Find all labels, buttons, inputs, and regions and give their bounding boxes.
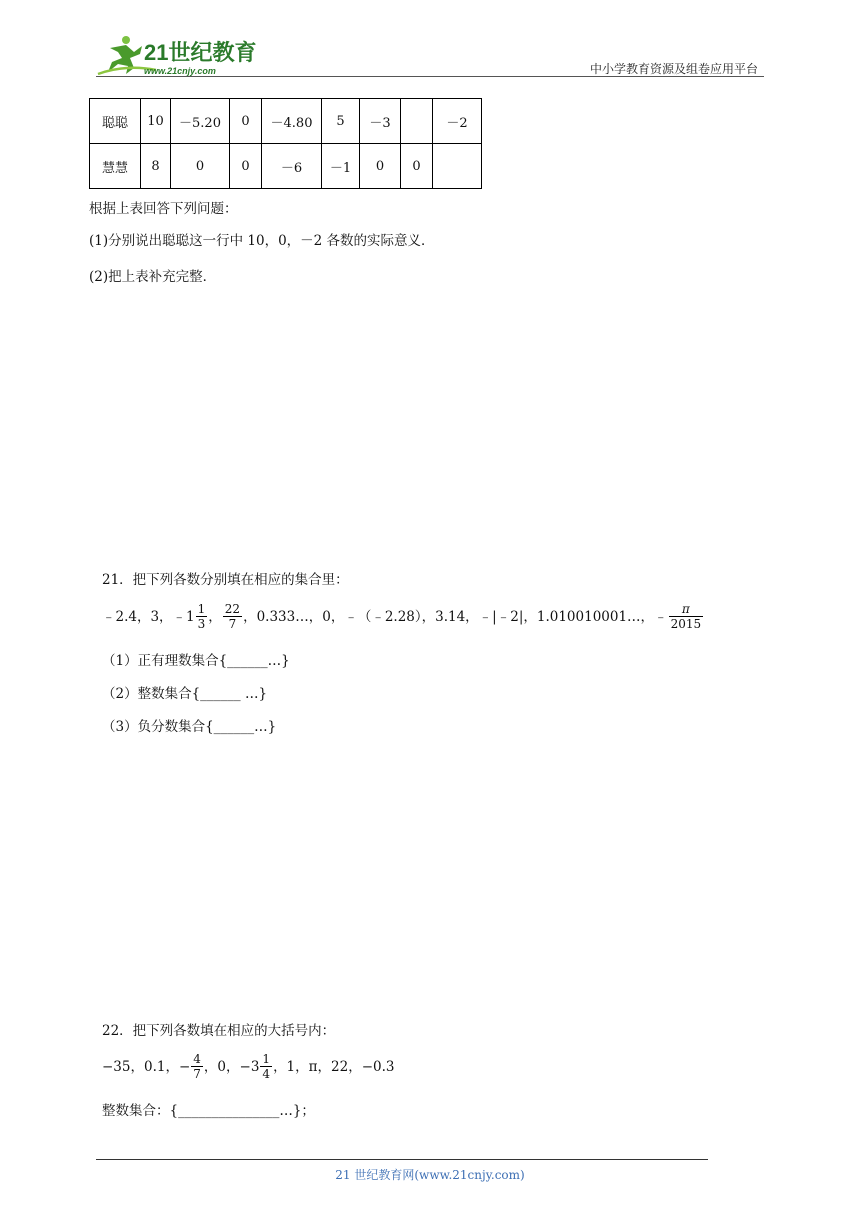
table-cell [433, 144, 482, 189]
table-row [90, 99, 482, 144]
q21-set-integer: （2）整数集合{______ …} [102, 686, 268, 702]
q22-numbers-part: −35，0.1，− [102, 1058, 191, 1075]
q21-numbers-part: ， [208, 608, 222, 625]
q22-numbers [102, 1052, 394, 1081]
q21-set-negative-fraction: （3）负分数集合{______…} [102, 719, 277, 735]
table-cell: －3 [360, 99, 401, 144]
q21-numbers [102, 602, 704, 631]
fraction: $\frac{1}{3}$ [197, 602, 206, 631]
q22-numbers-part: ，0，−3 [203, 1058, 260, 1075]
table-cell: 0 [401, 144, 433, 189]
table-cell: 0 [230, 144, 262, 189]
table-cell: －2 [433, 99, 482, 144]
q21-set-positive-rational: （1）正有理数集合{______…} [102, 653, 290, 669]
q20-part2: (2)把上表补充完整． [89, 269, 217, 285]
svg-text:www.21cnjy.com: www.21cnjy.com [144, 66, 216, 76]
table-cell: －4.80 [262, 99, 322, 144]
q20-part1: (1)分别说出聪聪这一行中 10，0，－2 各数的实际意义． [89, 233, 435, 249]
fraction: $\frac{1}{4}$ [262, 1052, 271, 1081]
table-cell: 5 [322, 99, 360, 144]
q21-numbers-part: ﹣2.4，3，﹣1 [102, 608, 195, 625]
fraction: $\frac{22}{7}$ [224, 602, 241, 631]
table-cell: 0 [360, 144, 401, 189]
header-divider [96, 76, 764, 77]
site-logo [96, 34, 266, 78]
table-cell: 0 [230, 99, 262, 144]
svg-text:21世纪教育: 21世纪教育 [144, 40, 257, 65]
footer-divider [96, 1159, 708, 1160]
score-table [89, 98, 482, 189]
q22-set-integer: 整数集合：{_______________…}； [102, 1103, 315, 1119]
footer-text: 21 世纪教育网(www.21cnjy.com) [335, 1168, 525, 1182]
table-cell: 0 [171, 144, 230, 189]
table-cell [401, 99, 433, 144]
q21-stem: 21．把下列各数分别填在相应的集合里： [102, 572, 349, 588]
table-cell: 8 [141, 144, 171, 189]
q22-stem: 22．把下列各数填在相应的大括号内： [102, 1023, 336, 1039]
table-cell: －6 [262, 144, 322, 189]
fraction: $\frac{\pi}{2015}$ [670, 602, 702, 631]
fraction: $\frac{4}{7}$ [193, 1052, 201, 1081]
table-cell: －1 [322, 144, 360, 189]
q20-intro: 根据上表回答下列问题： [89, 201, 238, 217]
row-name: 慧慧 [90, 144, 141, 189]
table-cell: 10 [141, 99, 171, 144]
table-row [90, 144, 482, 189]
row-name: 聪聪 [90, 99, 141, 144]
header-platform-text: 中小学教育资源及组卷应用平台 [589, 62, 758, 76]
q22-numbers-part: ，1，π，22，−0.3 [273, 1058, 395, 1075]
table-cell: －5.20 [171, 99, 230, 144]
q21-numbers-part: ，0.333…，0，﹣（﹣2.28），3.14，﹣|﹣2|，1.010010001…，﹣ [243, 608, 668, 625]
